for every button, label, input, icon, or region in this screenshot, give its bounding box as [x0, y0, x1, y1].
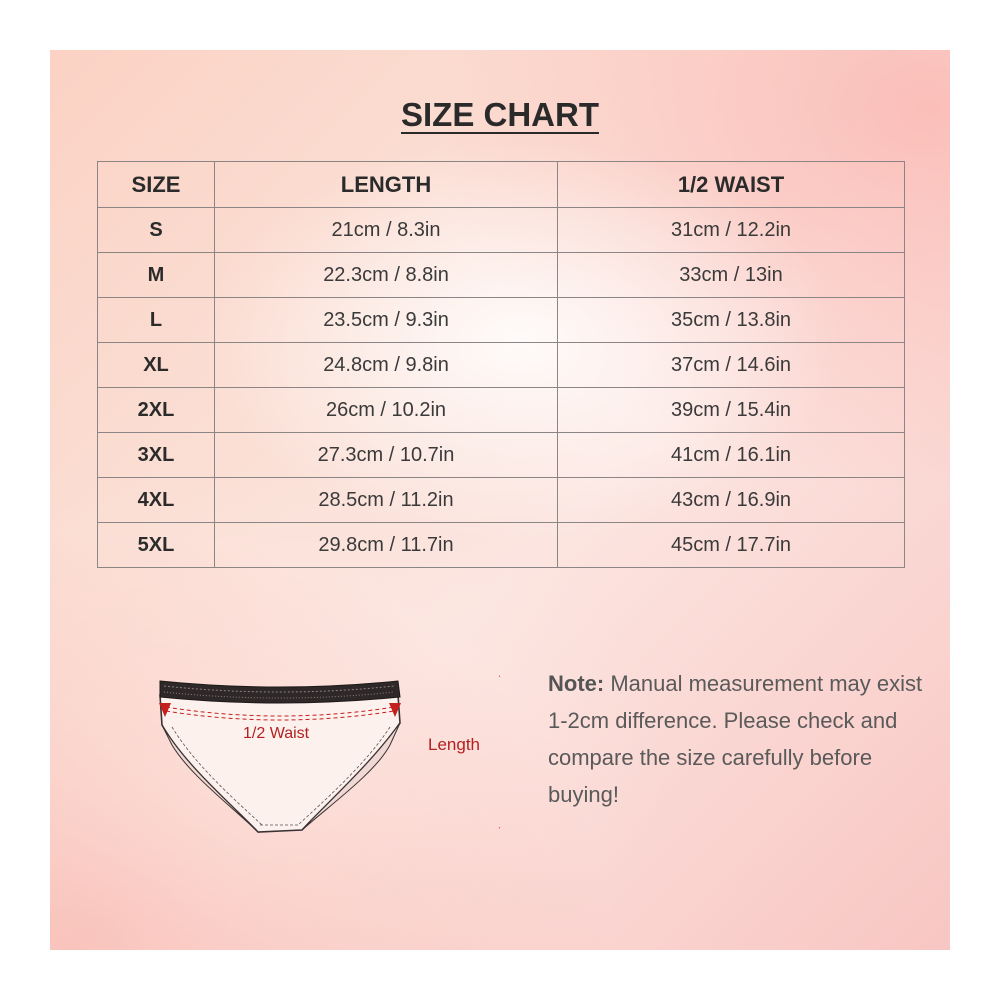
size-cell: 3XL — [98, 433, 215, 478]
len-cell: 21cm / 8.3in — [215, 208, 558, 253]
waist-label: 1/2 Waist — [243, 725, 310, 742]
size-cell: L — [98, 298, 215, 343]
len-cell: 26cm / 10.2in — [215, 388, 558, 433]
waist-cell: 41cm / 16.1in — [558, 433, 905, 478]
size-cell: 5XL — [98, 523, 215, 568]
waist-cell: 37cm / 14.6in — [558, 343, 905, 388]
note-label: Note: — [548, 671, 605, 696]
table-row — [98, 433, 905, 478]
table-row — [98, 478, 905, 523]
size-cell: 4XL — [98, 478, 215, 523]
briefs-illustration — [150, 665, 500, 845]
measurement-note — [548, 665, 928, 813]
header-length: LENGTH — [215, 162, 558, 208]
page-title: SIZE CHART — [401, 96, 599, 133]
len-cell: 27.3cm / 10.7in — [215, 433, 558, 478]
size-cell: S — [98, 208, 215, 253]
table-header-row — [98, 162, 905, 208]
size-cell: 2XL — [98, 388, 215, 433]
waist-cell: 39cm / 15.4in — [558, 388, 905, 433]
waist-cell: 45cm / 17.7in — [558, 523, 905, 568]
table-row — [98, 343, 905, 388]
table-row — [98, 208, 905, 253]
garment-diagram — [150, 665, 500, 845]
table-row — [98, 523, 905, 568]
header-size: SIZE — [98, 162, 215, 208]
size-table — [97, 161, 905, 568]
table-row — [98, 388, 905, 433]
len-cell: 22.3cm / 8.8in — [215, 253, 558, 298]
size-cell: XL — [98, 343, 215, 388]
length-label: Length — [428, 735, 480, 754]
len-cell: 23.5cm / 9.3in — [215, 298, 558, 343]
table-row — [98, 298, 905, 343]
size-cell: M — [98, 253, 215, 298]
waist-cell: 31cm / 12.2in — [558, 208, 905, 253]
header-waist: 1/2 WAIST — [558, 162, 905, 208]
waist-cell: 43cm / 16.9in — [558, 478, 905, 523]
table-row — [98, 253, 905, 298]
len-cell: 28.5cm / 11.2in — [215, 478, 558, 523]
len-cell: 29.8cm / 11.7in — [215, 523, 558, 568]
size-chart-panel — [50, 50, 950, 950]
waist-cell: 33cm / 13in — [558, 253, 905, 298]
note-text: Manual measurement may exist 1-2cm difference. Please check and compare the size carefully before buying! — [548, 671, 923, 807]
len-cell: 24.8cm / 9.8in — [215, 343, 558, 388]
waist-cell: 35cm / 13.8in — [558, 298, 905, 343]
table-body — [98, 208, 905, 568]
